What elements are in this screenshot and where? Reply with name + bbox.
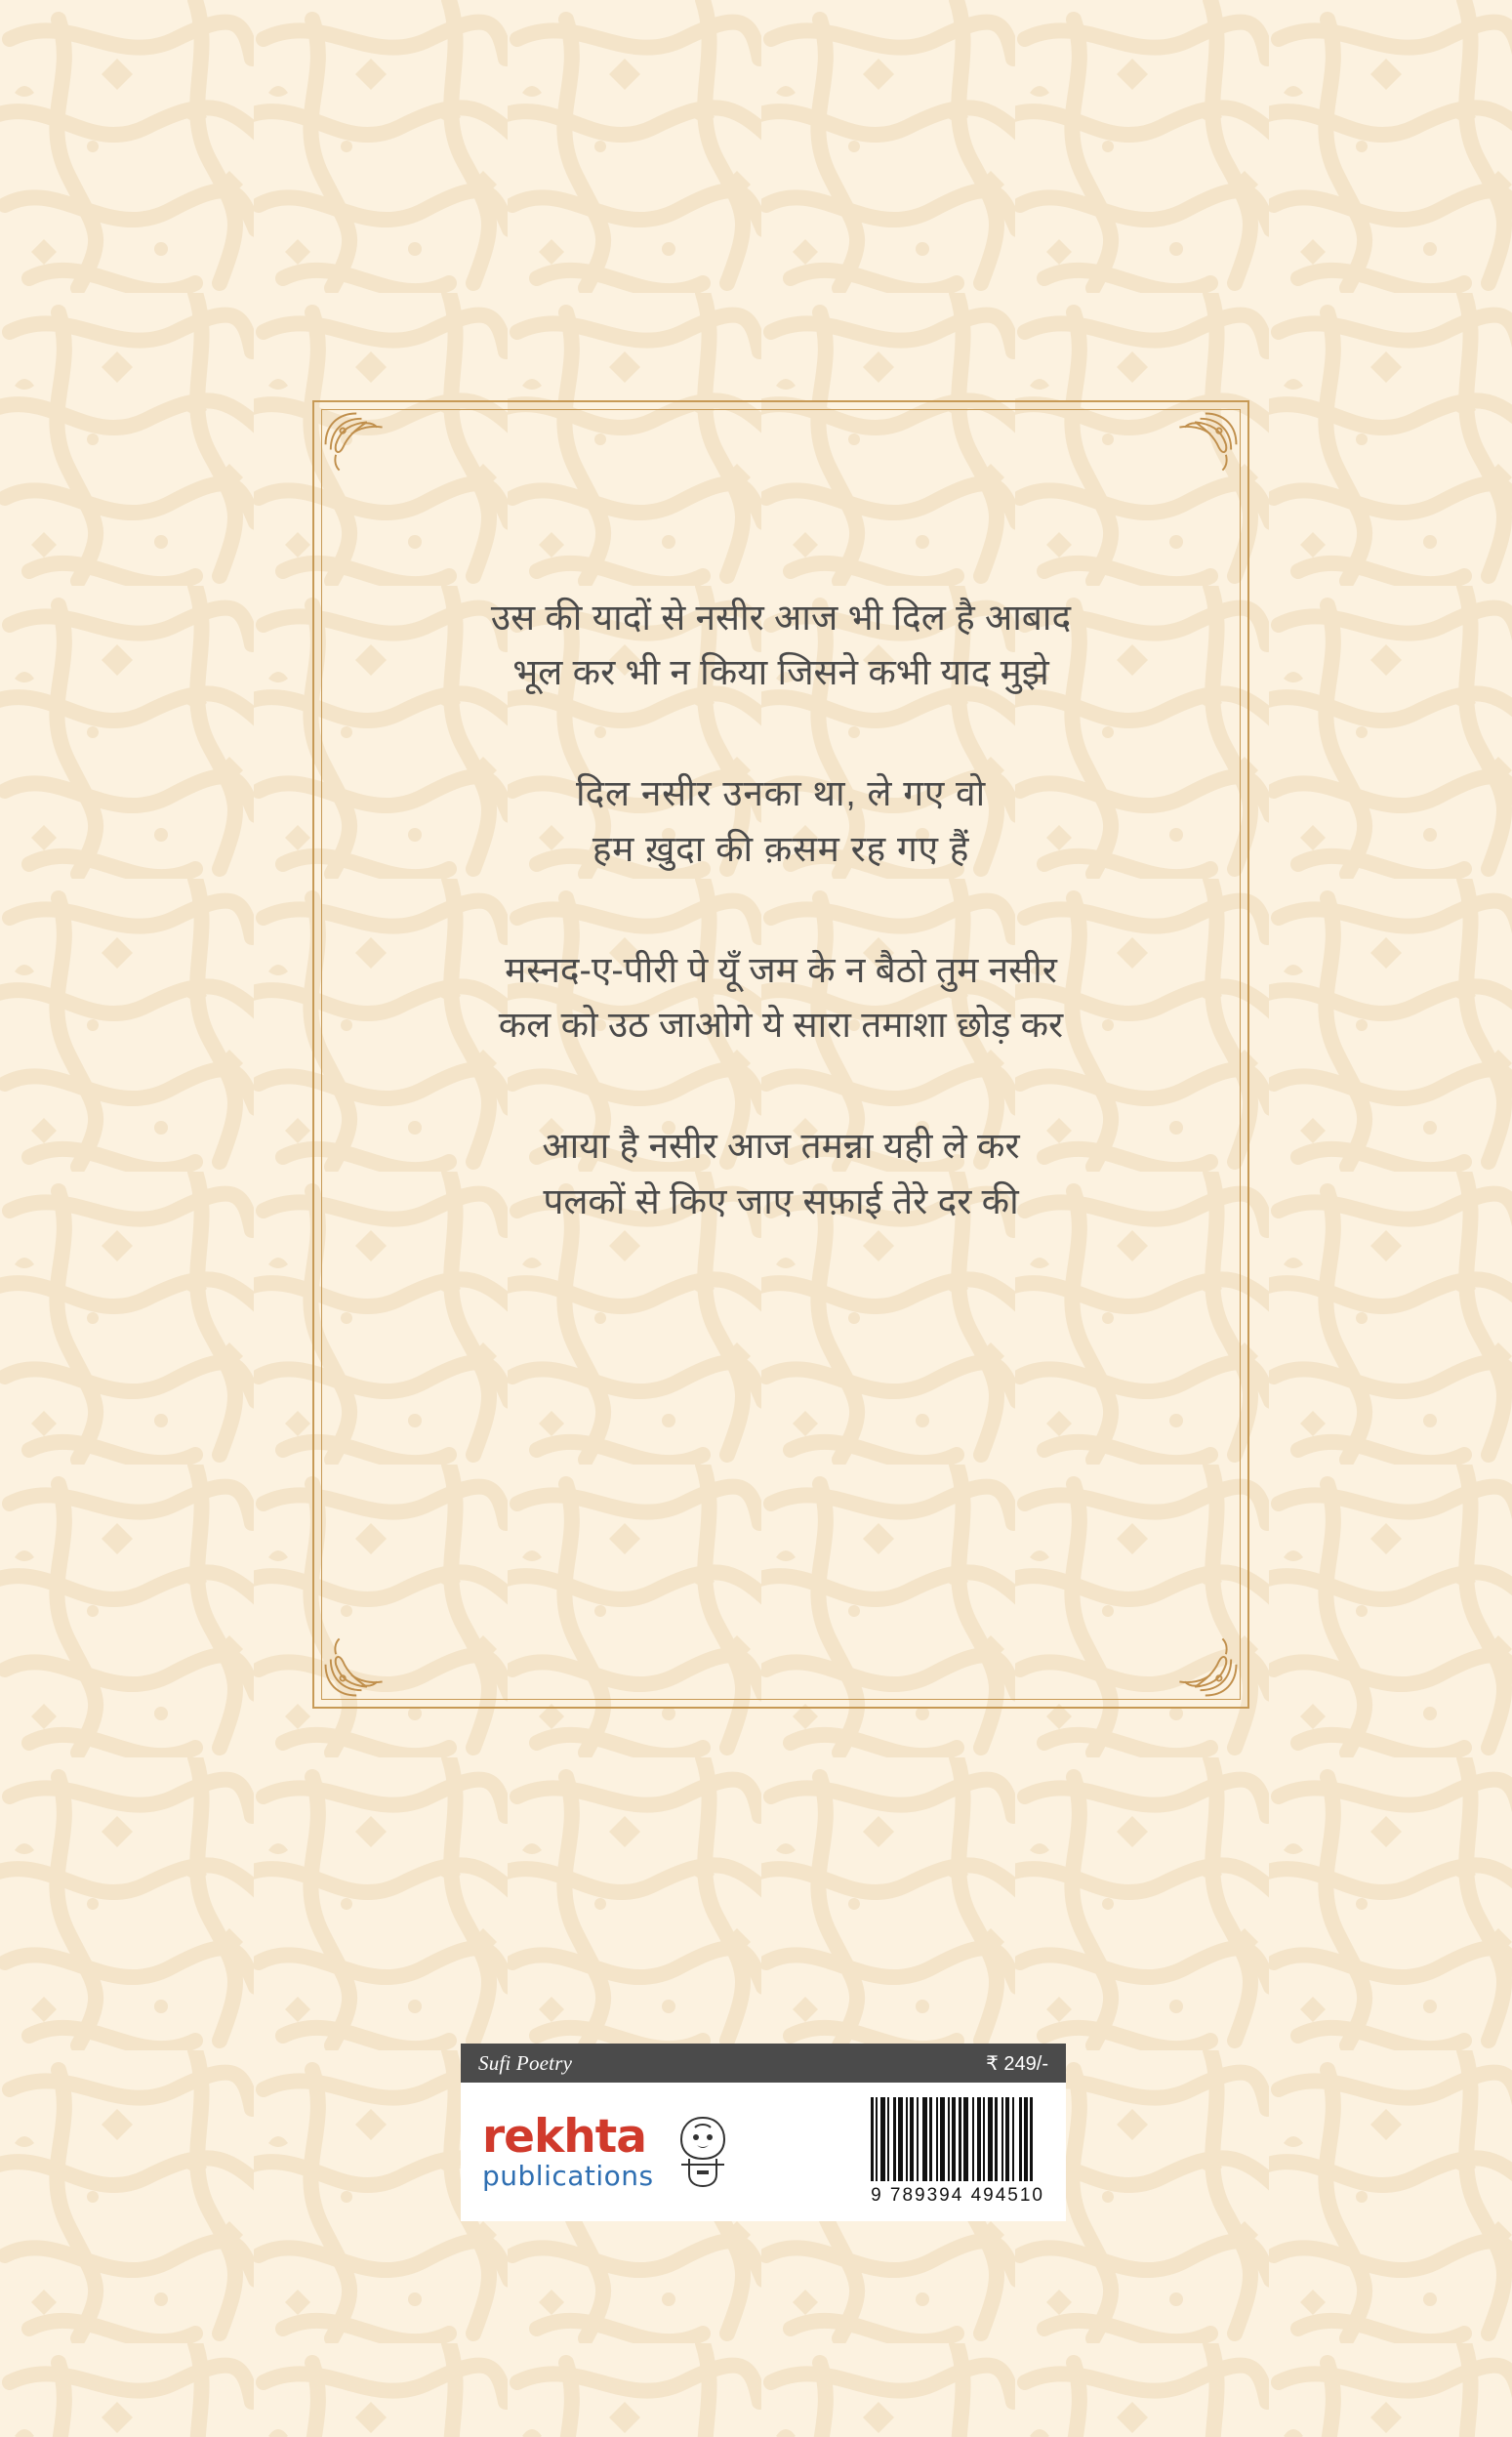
publisher-name-primary: rekhta xyxy=(482,2110,646,2164)
corner-flourish-icon xyxy=(1154,410,1240,496)
corner-flourish-icon xyxy=(322,1613,408,1699)
rekhta-seal-icon xyxy=(668,2114,738,2190)
couplet-line: पलकों से किए जाए सफ़ाई तेरे दर की xyxy=(543,1180,1019,1221)
couplet xyxy=(371,943,1191,1053)
couplet-line: दिल नसीर उनका था, ले गए वो xyxy=(576,773,986,814)
barcode-bars xyxy=(871,2097,1044,2181)
poetry-block xyxy=(371,591,1191,1229)
isbn-number: 9 789394 494510 xyxy=(871,2185,1044,2206)
publisher-logo xyxy=(482,2110,654,2192)
corner-flourish-icon xyxy=(322,410,408,496)
corner-flourish-icon xyxy=(1154,1613,1240,1699)
couplet-line: उस की यादों से नसीर आज भी दिल है आबाद xyxy=(490,598,1072,638)
couplet xyxy=(371,591,1191,700)
couplet-line: भूल कर भी न किया जिसने कभी याद मुझे xyxy=(512,652,1049,693)
isbn-barcode xyxy=(871,2097,1044,2207)
couplet-line: कल को उठ जाओगे ये सारा तमाशा छोड़ कर xyxy=(498,1005,1064,1046)
cover-footer xyxy=(461,2044,1066,2221)
couplet-line: आया है नसीर आज तमन्ना यही ले कर xyxy=(542,1126,1020,1167)
couplet xyxy=(371,766,1191,876)
publisher-name-secondary: publications xyxy=(482,2160,654,2192)
genre-bar xyxy=(461,2044,1066,2083)
couplet xyxy=(371,1119,1191,1228)
ornamental-frame xyxy=(312,400,1249,1709)
couplet-line: मस्नद-ए-पीरी पे यूँ जम के न बैठो तुम नसीर xyxy=(505,949,1057,990)
genre-label: Sufi Poetry xyxy=(478,2050,573,2075)
couplet-line: हम ख़ुदा की क़सम रह गए हैं xyxy=(592,828,970,869)
price-label: ₹ 249/- xyxy=(986,2052,1048,2075)
barcode-panel xyxy=(461,2083,1066,2221)
